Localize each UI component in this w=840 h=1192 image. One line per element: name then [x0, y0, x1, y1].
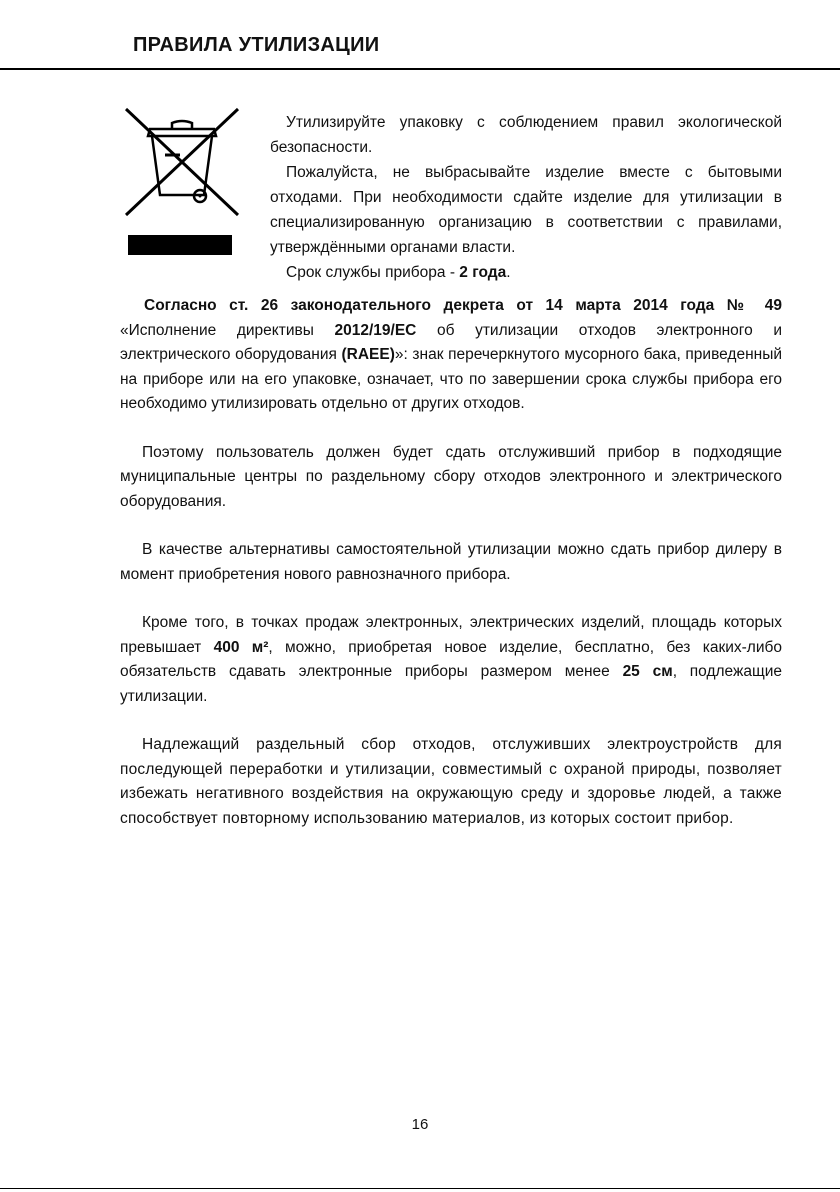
decree-text-3: »: знак перечеркнутого мусорного бака, приведенный на приборе или на его упаковке, означает, что по завершении срока службы прибора его необходимо утилизировать отдельно от других отходов.: [120, 346, 783, 412]
area-threshold: 400 м²: [213, 638, 269, 656]
crossed-out-wheelie-bin-icon: [120, 103, 244, 263]
intro-paragraph-1: Утилизируйте упаковку с соблюдением правил экологической безопасности.: [270, 114, 782, 156]
intro-paragraph-2: Пожалуйста, не выбрасывайте изделие вместе с бытовыми отходами. При необходимости сдайте изделие для утилизации в специализированную организацию в соответствии с правилами, утверждёнными органами власти.: [270, 164, 782, 256]
directive-number: 2012/19/ЕС: [334, 321, 417, 339]
page-title: ПРАВИЛА УТИЛИЗАЦИИ: [133, 34, 380, 56]
intro-section: [270, 110, 782, 285]
decree-reference: Согласно ст. 26 законодательного декрета от 14 марта 2014 года № 49: [144, 297, 782, 314]
service-life-period: .: [506, 264, 511, 281]
decree-text-1: «Исполнение директивы: [120, 321, 335, 339]
header-divider: [0, 68, 840, 70]
service-life-value: 2 года: [459, 264, 507, 281]
dealer-return-paragraph: В качестве альтернативы самостоятельной утилизации можно сдать прибор дилеру в момент приобретения нового равнозначного прибора.: [120, 541, 782, 583]
main-text: [120, 294, 782, 855]
footer-divider: [0, 1188, 840, 1189]
collection-centers-paragraph: Поэтому пользователь должен будет сдать отслуживший прибор в подходящие муниципальные центры по раздельному сбору отходов электронного и электрического оборудования.: [120, 443, 782, 510]
size-threshold: 25 см: [622, 663, 673, 680]
retail-return-paragraph: [120, 611, 782, 709]
decree-paragraph: [120, 294, 782, 417]
page-number: 16: [411, 1116, 429, 1133]
service-life-label: Срок службы прибора -: [286, 264, 460, 281]
service-life-paragraph: [270, 260, 782, 285]
decree-text-2: об утилизации отходов электронного и электрического оборудования: [120, 321, 782, 363]
retail-text-2: , можно, приобретая новое изделие, бесплатно, без каких-либо обязательств сдавать электронные приборы размером менее: [120, 638, 783, 680]
raee-label: (RAEE): [341, 346, 395, 363]
environment-paragraph: Надлежащий раздельный сбор отходов, отслуживших электроустройств для последующей переработки и утилизации, совместимый с охраной природы, позволяет избежать негативного воздействия на окружающую среду и здоровье людей, а также способствует повторному использованию материалов, из которых состоит прибор.: [120, 736, 782, 827]
retail-text-3: , подлежащие утилизации.: [120, 663, 783, 705]
retail-text-1: Кроме того, в точках продаж электронных, электрических изделий, площадь которых превышает: [120, 614, 782, 656]
